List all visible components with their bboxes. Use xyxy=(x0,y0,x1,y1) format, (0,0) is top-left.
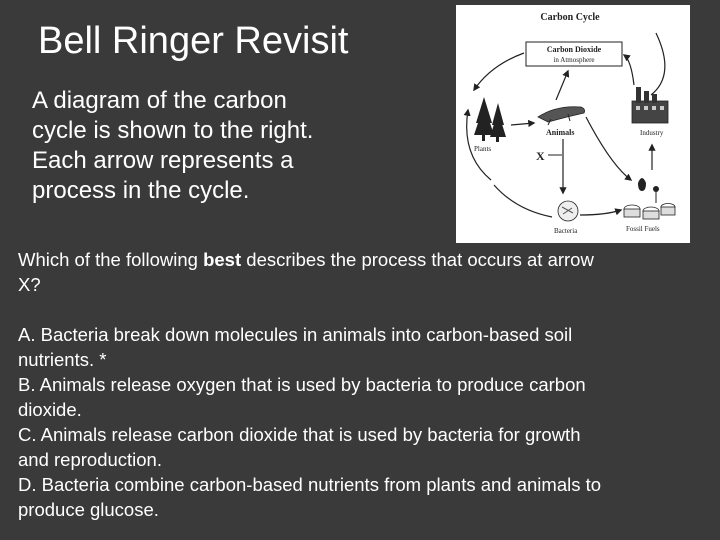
question-text-pre: Which of the following xyxy=(18,249,204,270)
answer-b-line-2: dioxide. xyxy=(18,399,82,420)
bacteria-icon xyxy=(558,201,578,221)
atmosphere-label-line2: in Atmosphere xyxy=(553,56,595,64)
arrow-plants-to-animals xyxy=(511,123,534,125)
atmosphere-label-line1: Carbon Dioxide xyxy=(546,45,602,54)
fossil-fuels-icon xyxy=(624,178,675,219)
fossil-fuels-label: Fossil Fuels xyxy=(626,225,660,233)
question-text-post: describes the process that occurs at arrow xyxy=(241,249,594,270)
answer-b-line-1: B. Animals release oxygen that is used by bacteria to produce carbon xyxy=(18,374,586,395)
bacteria-label: Bacteria xyxy=(554,227,578,235)
industry-icon xyxy=(632,87,668,123)
arrow-animals-to-atmosphere xyxy=(556,71,568,100)
intro-line: Each arrow represents a xyxy=(32,147,294,174)
arrow-bacteria-to-atmosphere-left xyxy=(494,185,552,217)
plants-label: Plants xyxy=(474,145,492,153)
answer-c-line-2: and reproduction. xyxy=(18,449,162,470)
question-text-bold: best xyxy=(203,249,242,270)
arrow-animals-to-fossil xyxy=(586,117,631,180)
answer-a-line-2: nutrients. * xyxy=(18,349,107,370)
answer-d-line-1: D. Bacteria combine carbon-based nutrients from plants and animals to xyxy=(18,474,602,495)
slide-title: Bell Ringer Revisit xyxy=(38,20,349,62)
question-block xyxy=(18,247,714,522)
arrow-outer-right xyxy=(651,33,665,95)
arrow-atmosphere-to-plants xyxy=(474,53,524,90)
question-line-1 xyxy=(18,247,714,272)
intro-text xyxy=(32,86,432,206)
arrow-bacteria-to-fossil xyxy=(580,210,621,215)
plants-icon xyxy=(474,97,506,142)
question-line-2: X? xyxy=(18,274,41,295)
intro-line: process in the cycle. xyxy=(32,177,250,204)
answer-a-line-1: A. Bacteria break down molecules in animals into carbon-based soil xyxy=(18,324,573,345)
spacer xyxy=(18,297,714,322)
animals-icon xyxy=(538,107,585,125)
answer-d-line-2: produce glucose. xyxy=(18,499,159,520)
carbon-cycle-diagram xyxy=(456,5,690,243)
answer-c-line-1: C. Animals release carbon dioxide that is used by bacteria for growth xyxy=(18,424,581,445)
intro-line: A diagram of the carbon xyxy=(32,87,287,114)
industry-label: Industry xyxy=(640,129,664,137)
arrow-x-label: X xyxy=(536,149,545,163)
arrow-industry-to-atmosphere xyxy=(624,55,634,85)
diagram-title: Carbon Cycle xyxy=(540,12,600,23)
intro-line: cycle is shown to the right. xyxy=(32,117,314,144)
animals-label: Animals xyxy=(546,128,575,137)
